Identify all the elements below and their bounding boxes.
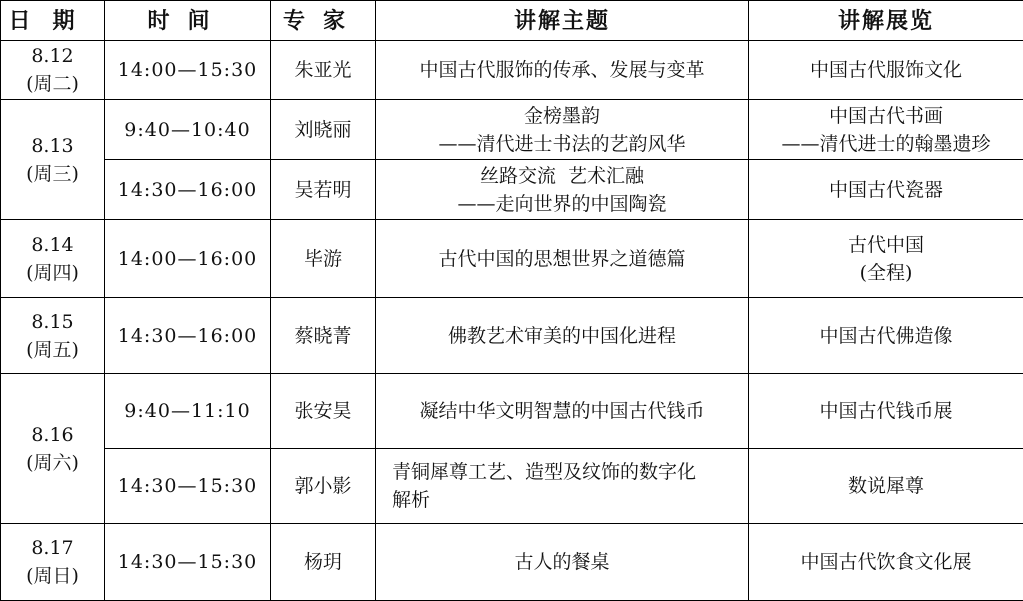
date-cell: [1, 220, 105, 298]
time-cell: 14:30—16:00: [105, 298, 271, 374]
topic-cell: [376, 449, 749, 524]
weekday-text: (周五): [26, 338, 79, 361]
date-cell: [1, 524, 105, 601]
table-row: [1, 449, 1023, 524]
header-exhibition: 讲解展览: [749, 1, 1023, 41]
expert-cell: 杨玥: [271, 524, 376, 601]
topic-cell: [376, 100, 749, 160]
header-date: 日期: [1, 1, 105, 41]
expert-cell: 蔡晓菁: [271, 298, 376, 374]
expert-cell: 毕游: [271, 220, 376, 298]
date-cell: [1, 298, 105, 374]
exhibition-cell: [749, 449, 1023, 524]
topic-line: 中国古代服饰的传承、发展与变革: [419, 59, 705, 81]
exhibition-line: 中国古代服饰文化: [809, 59, 962, 81]
table-row: [1, 524, 1023, 601]
exhibition-cell: [749, 160, 1023, 220]
expert-cell: 朱亚光: [271, 41, 376, 100]
exhibition-line: 中国古代钱币展: [819, 400, 953, 422]
date-text: 8.14: [31, 233, 74, 256]
expert-cell: 张安昊: [271, 374, 376, 449]
time-cell: 14:30—16:00: [105, 160, 271, 220]
time-cell: 14:30—15:30: [105, 449, 271, 524]
date-text: 8.13: [31, 134, 74, 157]
date-cell: [1, 374, 105, 524]
exhibition-line: 中国古代瓷器: [828, 178, 943, 201]
date-cell: [1, 100, 105, 220]
weekday-text: (周三): [26, 162, 79, 185]
exhibition-cell: [749, 41, 1023, 100]
table-row: [1, 298, 1023, 374]
table-row: [1, 160, 1023, 220]
exhibition-line: 数说犀尊: [847, 475, 924, 497]
topic-line: 丝路交流 艺术汇融: [479, 164, 645, 187]
exhibition-cell: [749, 374, 1023, 449]
topic-cell: [376, 298, 749, 374]
time-cell: 14:30—15:30: [105, 524, 271, 601]
topic-line: 金榜墨韵: [523, 104, 600, 127]
topic-cell: [376, 41, 749, 100]
expert-cell: 郭小影: [271, 449, 376, 524]
date-text: 8.16: [31, 423, 74, 446]
exhibition-line: 中国古代书画: [828, 104, 943, 127]
table-row: [1, 100, 1023, 160]
date-text: 8.12: [31, 45, 74, 67]
topic-line: 古人的餐桌: [514, 551, 610, 573]
exhibition-cell: [749, 100, 1023, 160]
weekday-text: (周日): [26, 565, 79, 587]
topic-cell: [376, 524, 749, 601]
time-cell: 14:00—16:00: [105, 220, 271, 298]
topic-line: 解析: [392, 489, 431, 511]
table-row: [1, 41, 1023, 100]
weekday-text: (周二): [26, 73, 79, 95]
topic-line: 青铜犀尊工艺、造型及纹饰的数字化: [392, 461, 697, 483]
topic-cell: [376, 160, 749, 220]
exhibition-line: 中国古代饮食文化展: [800, 551, 972, 573]
table-row: [1, 220, 1023, 298]
time-cell: 9:40—11:10: [105, 374, 271, 449]
expert-cell: 刘晓丽: [271, 100, 376, 160]
exhibition-line: ——清代进士的翰墨遗珍: [781, 132, 991, 155]
exhibition-cell: [749, 298, 1023, 374]
header-time: 时间: [105, 1, 271, 41]
weekday-text: (周四): [26, 261, 79, 284]
time-cell: 14:00—15:30: [105, 41, 271, 100]
expert-cell: 吴若明: [271, 160, 376, 220]
exhibition-cell: [749, 220, 1023, 298]
exhibition-line: (全程): [859, 261, 913, 284]
time-cell: 9:40—10:40: [105, 100, 271, 160]
exhibition-line: 中国古代佛造像: [819, 324, 953, 347]
exhibition-cell: [749, 524, 1023, 601]
header-expert: 专家: [271, 1, 376, 41]
table-row: [1, 374, 1023, 449]
topic-line: 古代中国的思想世界之道德篇: [438, 247, 686, 270]
topic-line: 凝结中华文明智慧的中国古代钱币: [419, 400, 705, 422]
weekday-text: (周六): [26, 451, 79, 474]
date-text: 8.17: [31, 537, 74, 559]
topic-cell: [376, 220, 749, 298]
topic-line: ——走向世界的中国陶瓷: [457, 192, 667, 215]
header-row: [1, 1, 1023, 41]
exhibition-line: 古代中国: [847, 233, 924, 256]
date-cell: [1, 41, 105, 100]
date-text: 8.15: [31, 310, 74, 333]
topic-line: ——清代进士书法的艺韵风华: [438, 132, 686, 155]
topic-cell: [376, 374, 749, 449]
topic-line: 佛教艺术审美的中国化进程: [447, 324, 676, 347]
header-topic: 讲解主题: [376, 1, 749, 41]
